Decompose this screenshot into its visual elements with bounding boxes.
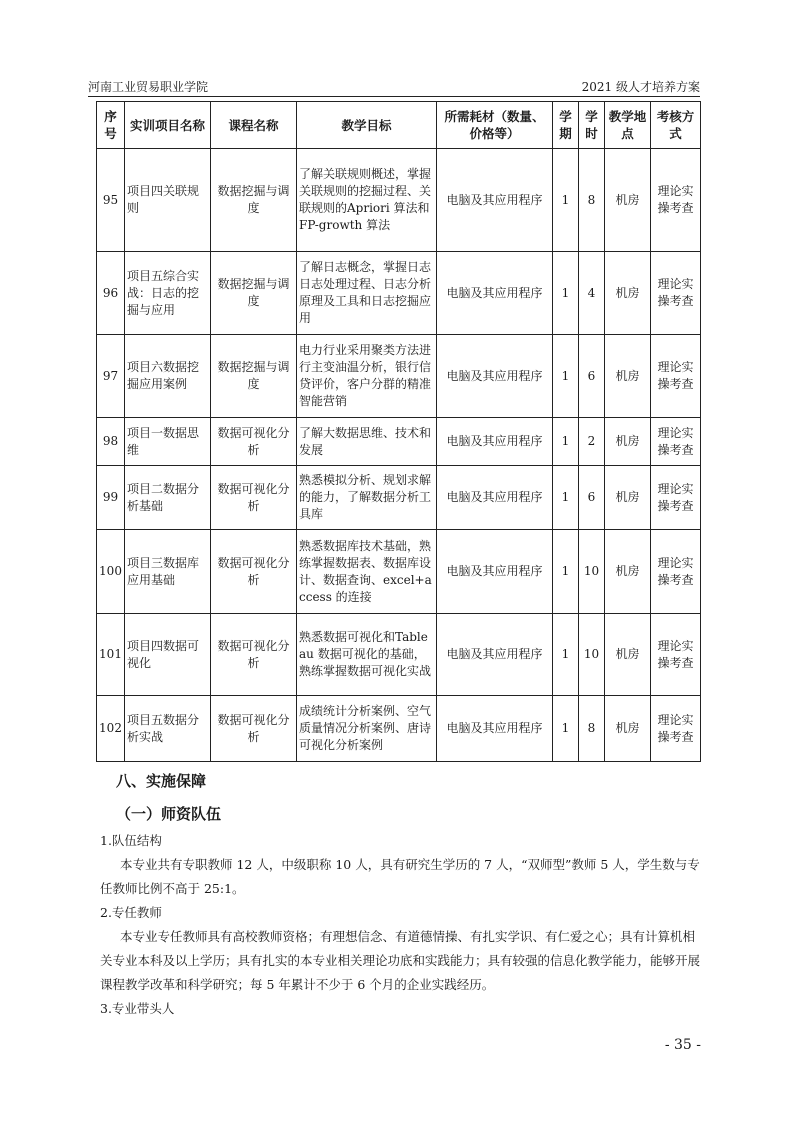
semester: 1 (553, 466, 579, 530)
teaching-goal: 成绩统计分析案例、空气质量情况分析案例、唐诗可视化分析案例 (297, 696, 437, 762)
semester: 1 (553, 614, 579, 696)
course-name: 数据挖掘与调度 (211, 335, 297, 418)
table-row (97, 614, 701, 696)
materials: 电脑及其应用程序 (437, 530, 553, 614)
hours: 2 (579, 418, 605, 466)
location: 机房 (605, 252, 651, 335)
location: 机房 (605, 335, 651, 418)
materials: 电脑及其应用程序 (437, 614, 553, 696)
row-number: 95 (97, 149, 125, 252)
plan-title: 2021 级人才培养方案 (581, 80, 700, 94)
section-title: 八、实施保障 (116, 772, 207, 790)
item-title: 1.队伍结构 (100, 833, 162, 848)
hours: 10 (579, 614, 605, 696)
item-title: 2.专任教师 (100, 905, 162, 920)
page-number: - 35 - (664, 1037, 701, 1053)
header-cell: 序号 (97, 102, 125, 149)
course-name: 数据可视化分析 (211, 696, 297, 762)
semester: 1 (553, 252, 579, 335)
course-name: 数据可视化分析 (211, 466, 297, 530)
table-row (97, 696, 701, 762)
row-number: 97 (97, 335, 125, 418)
header-cell: 学期 (553, 102, 579, 149)
row-number: 99 (97, 466, 125, 530)
assessment: 理论实操考查 (651, 252, 701, 335)
project-name: 项目五综合实战：日志的挖掘与应用 (125, 252, 211, 335)
row-number: 102 (97, 696, 125, 762)
location: 机房 (605, 530, 651, 614)
assessment: 理论实操考查 (651, 466, 701, 530)
assessment: 理论实操考查 (651, 149, 701, 252)
semester: 1 (553, 530, 579, 614)
materials: 电脑及其应用程序 (437, 149, 553, 252)
subsection-title: （一）师资队伍 (116, 805, 222, 823)
school-name: 河南工业贸易职业学院 (88, 80, 209, 94)
table-row (97, 530, 701, 614)
project-name: 项目四数据可视化 (125, 614, 211, 696)
semester: 1 (553, 149, 579, 252)
project-name: 项目三数据库应用基础 (125, 530, 211, 614)
materials: 电脑及其应用程序 (437, 696, 553, 762)
materials: 电脑及其应用程序 (437, 335, 553, 418)
row-number: 96 (97, 252, 125, 335)
paragraph: 本专业专任教师具有高校教师资格；有理想信念、有道德情操、有扎实学识、有仁爱之心；具有计算机相关专业本科及以上学历；具有扎实的本专业相关理论功底和实践能力；具有较强的信息化教学能力，能够开展课程教学改革和科学研究；每 5 年累计不少于 6 个月的企业实践经历。 (100, 929, 701, 992)
assessment: 理论实操考查 (651, 335, 701, 418)
table-row (97, 252, 701, 335)
hours: 6 (579, 335, 605, 418)
header-cell: 学时 (579, 102, 605, 149)
row-number: 100 (97, 530, 125, 614)
header-cell: 课程名称 (211, 102, 297, 149)
header-cell: 教学目标 (297, 102, 437, 149)
teaching-goal: 了解日志概念，掌握日志日志处理过程、日志分析原理及工具和日志挖掘应用 (297, 252, 437, 335)
course-name: 数据可视化分析 (211, 418, 297, 466)
assessment: 理论实操考查 (651, 530, 701, 614)
teaching-goal: 了解大数据思维、技术和发展 (297, 418, 437, 466)
semester: 1 (553, 418, 579, 466)
paragraph: 本专业共有专职教师 12 人，中级职称 10 人，具有研究生学历的 7 人，“双师型”教师 5 人，学生数与专任教师比例不高于 25:1。 (100, 857, 700, 896)
table-row (97, 418, 701, 466)
location: 机房 (605, 466, 651, 530)
hours: 4 (579, 252, 605, 335)
teaching-goal: 了解关联规则概述，掌握关联规则的挖掘过程、关联规则的Apriori 算法和FP-growth 算法 (297, 149, 437, 252)
teaching-goal: 熟悉数据可视化和Tableau 数据可视化的基础，熟练掌握数据可视化实战 (297, 614, 437, 696)
hours: 8 (579, 149, 605, 252)
assessment: 理论实操考查 (651, 418, 701, 466)
header-cell: 考核方式 (651, 102, 701, 149)
materials: 电脑及其应用程序 (437, 418, 553, 466)
location: 机房 (605, 696, 651, 762)
table-row (97, 335, 701, 418)
header-cell: 实训项目名称 (125, 102, 211, 149)
project-name: 项目五数据分析实战 (125, 696, 211, 762)
teaching-goal: 熟悉数据库技术基础，熟练掌握数据表、数据库设计、数据查询、excel+access 的连接 (297, 530, 437, 614)
header-cell: 所需耗材（数量、价格等） (437, 102, 553, 149)
training-project-table (96, 101, 701, 762)
course-name: 数据可视化分析 (211, 614, 297, 696)
hours: 6 (579, 466, 605, 530)
course-name: 数据挖掘与调度 (211, 149, 297, 252)
materials: 电脑及其应用程序 (437, 466, 553, 530)
project-name: 项目一数据思维 (125, 418, 211, 466)
hours: 8 (579, 696, 605, 762)
assessment: 理论实操考查 (651, 696, 701, 762)
teaching-goal: 熟悉模拟分析、规划求解的能力，了解数据分析工具库 (297, 466, 437, 530)
project-name: 项目二数据分析基础 (125, 466, 211, 530)
location: 机房 (605, 149, 651, 252)
semester: 1 (553, 335, 579, 418)
location: 机房 (605, 614, 651, 696)
assessment: 理论实操考查 (651, 614, 701, 696)
semester: 1 (553, 696, 579, 762)
teaching-goal: 电力行业采用聚类方法进行主变油温分析，银行信贷评价，客户分群的精准智能营销 (297, 335, 437, 418)
item-title: 3.专业带头人 (100, 1001, 175, 1016)
row-number: 98 (97, 418, 125, 466)
project-name: 项目四关联规则 (125, 149, 211, 252)
materials: 电脑及其应用程序 (437, 252, 553, 335)
row-number: 101 (97, 614, 125, 696)
page-header (88, 76, 700, 97)
project-name: 项目六数据挖掘应用案例 (125, 335, 211, 418)
table-header-row (97, 102, 701, 149)
header-cell: 教学地点 (605, 102, 651, 149)
course-name: 数据可视化分析 (211, 530, 297, 614)
table-row (97, 466, 701, 530)
location: 机房 (605, 418, 651, 466)
course-name: 数据挖掘与调度 (211, 252, 297, 335)
hours: 10 (579, 530, 605, 614)
table-row (97, 149, 701, 252)
